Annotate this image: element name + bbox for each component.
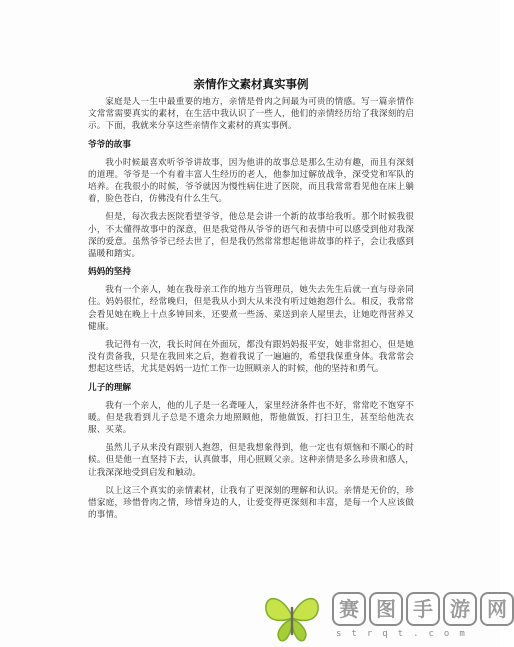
article-body (88, 76, 414, 527)
site-watermark (262, 588, 507, 644)
section-paragraph: 我记得有一次，我长时间在外面玩，都没有跟妈妈报平安，她非常担心，但是她没有责备我，只是在我回来之后，抱着我说了一遍遍的，希望我保重身体。我常常会想起这些话，尤其是妈妈一边忙工作一边照顾亲人的时候，他的坚持和勇气。 (88, 340, 414, 375)
section-paragraph: 我有一个亲人，她在我母亲工作的地方当管理员，她失去先生后就一直与母亲同住。妈妈很忙，经常晚归，但是我从小到大从来没有听过她抱怨什么。相反，我常常会看见她在晚上十点多钟回来，还要煮一些汤、菜送到亲人屋里去，让她吃得营养又健康。 (88, 285, 414, 332)
watermark-title (332, 592, 514, 626)
section-paragraph: 但是，每次我去医院看望爷爷，他总是会讲一个新的故事给我听。那个时候我很小，不太懂得故事中的深意，但是我觉得从爷爷的语气和表情中可以感受到他对我深深的爱意。虽然爷爷已经去世了，但是我仍然常常想起他讲故事的样子，会让我感到温暖和踏实。 (88, 212, 414, 260)
section-paragraph: 我有一个亲人，他的儿子是一名聋哑人，家里经济条件也不好，常常吃不饱穿不暖。但是我看到儿子总是不遗余力地照顾他，帮他做饭，打扫卫生，甚至给他洗衣服、买菜。 (88, 400, 414, 436)
conclusion-paragraph: 以上这三个真实的亲情素材，让我有了更深刻的理解和认识。亲情是无价的，珍惜家庭，珍惜骨肉之情，珍惜身边的人，让爱变得更深刻和丰富，是每一个人应该做的事情。 (88, 485, 414, 521)
section-paragraph: 我小时候最喜欢听爷爷讲故事，因为他讲的故事总是那么生动有趣，而且有深刻的道理。爷爷是一个有着丰富人生经历的老人，他参加过解放战争，深受党和军队的培养。在我很小的时候，爷爷就因为慢性病住进了医院，而且我常常看见他在床上躺着，脸色苍白，仿佛没有什么生气。 (88, 157, 414, 205)
watermark-char: 赛 (332, 592, 366, 626)
watermark-char: 手 (406, 592, 440, 626)
section-paragraph: 虽然儿子从来没有跟别人抱怨，但是我想象得到，他一定也有烦恼和不顺心的时候。但是他一直坚持下去，认真做事，用心照顾父亲。这种亲情是多么珍贵和感人，让我深深地受到启发和触动。 (88, 443, 414, 478)
butterfly-logo-icon (262, 588, 322, 644)
watermark-url: strqt.com (336, 629, 475, 639)
watermark-char: 网 (480, 592, 514, 626)
intro-paragraph: 家庭是人一生中最重要的地方，亲情是骨肉之间最为可贵的情感。写一篇亲情作文常常需要真实的素材，在生活中我认识了一些人，他们的亲情经历给了我深刻的启示。下面，我就来分享这些亲情作文素材的真实事例。 (88, 97, 414, 132)
article-title: 亲情作文素材真实事例 (193, 77, 309, 91)
section-heading-grandpa: 爷爷的故事 (88, 139, 131, 150)
watermark-char: 游 (443, 592, 477, 626)
section-heading-son: 儿子的理解 (88, 382, 131, 393)
section-heading-mother: 妈妈的坚持 (88, 267, 131, 278)
watermark-char: 图 (369, 592, 403, 626)
